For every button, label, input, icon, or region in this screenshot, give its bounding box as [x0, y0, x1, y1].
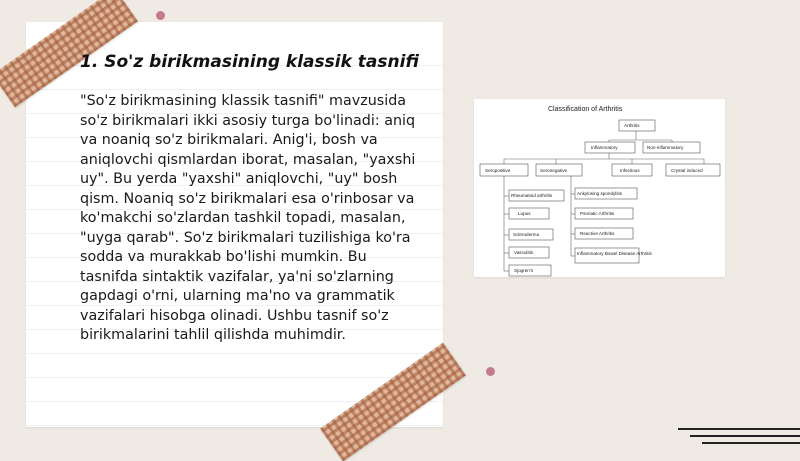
- decorative-line-1: [678, 428, 800, 430]
- node-sjogrens-label: Sjogren's: [514, 268, 534, 273]
- node-ibd-label: Inflammatory Bowel Disease Arthritis: [577, 251, 652, 256]
- node-psoriatic-label: Psoriatic Arthritis: [580, 211, 615, 216]
- node-seropositive-label: Seropositive: [485, 168, 511, 173]
- node-seronegative-label: Seronegative: [540, 168, 568, 173]
- diagram-svg: [474, 99, 725, 277]
- node-lupus-label: Lupus: [518, 211, 531, 216]
- pin-bottom: [486, 367, 495, 376]
- diagram-title: Classification of Arthritis: [548, 106, 623, 113]
- node-vasculitis-label: Vasculitis: [514, 250, 534, 255]
- decorative-line-2: [690, 435, 800, 437]
- node-ankylosing-label: Ankylosing spondylitis: [577, 191, 622, 196]
- node-non-inflammatory-label: Non-inflammatory: [647, 145, 684, 150]
- node-infectious-label: Infectious: [620, 168, 640, 173]
- node-rheumatoid-label: Rheumatoid arthritis: [511, 193, 553, 198]
- slide-paragraph: "So'z birikmasining klassik tasnifi" mavzusida so'z birikmalari ikki asosiy turga bo'linadi: aniq va noaniq so'z birikmalari. Anig'i, bosh va aniqlovchi qismlardan iborat, masalan, "yaxshi uy". Bu yerda "yaxshi" aniqlovchi, "uy" bosh qism. Noaniq so'z birikmalari esa o'rinbosar va ko'makchi so'zlardan tashkil topadi, masalan, "uyga qarab". So'z birikmalari tuzilishiga ko'ra sodda va murakkab bo'lishi mumkin. Bu tasnifda sintaktik vazifalar, ya'ni so'zlarning gapdagi o'rni, ularning ma'no va grammatik vazifalari hisobga olinadi. Ushbu tasnif so'z birikmalarini tahlil qilishda muhimdir.: [80, 93, 416, 343]
- node-scleroderma-label: Scleroderma: [513, 232, 540, 237]
- node-crystal-induced-label: Crystal induced: [671, 168, 703, 173]
- node-inflammatory-label: Inflammatory: [591, 145, 618, 150]
- node-root-label: Arthritis: [624, 123, 640, 128]
- pin-top: [156, 11, 165, 20]
- decorative-line-3: [702, 442, 800, 444]
- arthritis-diagram: [474, 99, 725, 277]
- node-reactive-label: Reactive Arthritis: [580, 231, 615, 236]
- slide-title: 1. So'z birikmasining klassik tasnifi: [80, 52, 419, 72]
